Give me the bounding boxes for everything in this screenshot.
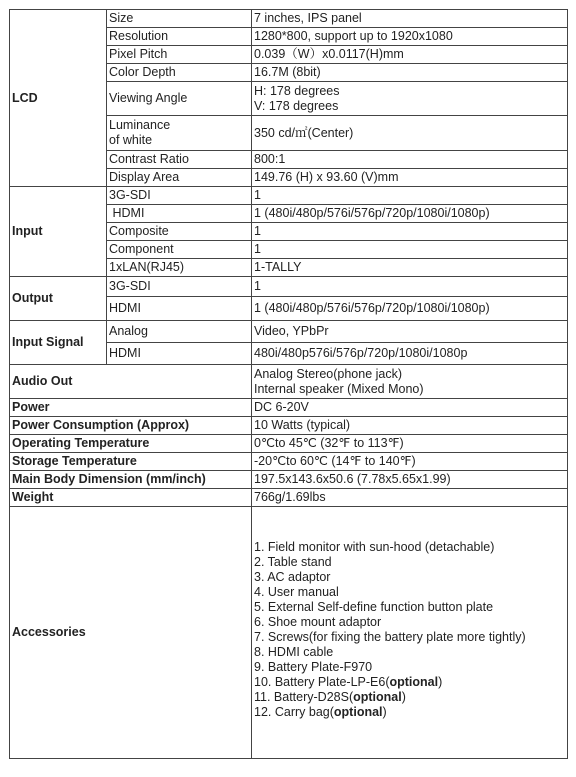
- accessory-item: [254, 690, 565, 705]
- accessory-text: 5. External Self-define function button plate: [254, 599, 494, 614]
- spec-value: 10 Watts (typical): [252, 417, 568, 435]
- spec-label: Display Area: [107, 169, 252, 187]
- value-line: Analog Stereo(phone jack): [254, 366, 403, 381]
- accessory-text: 3. AC adaptor: [254, 569, 331, 584]
- spec-value: 480i/480p576i/576p/720p/1080i/1080p: [252, 343, 568, 365]
- label-line: Luminance: [109, 118, 171, 132]
- accessory-item: [254, 570, 565, 585]
- accessory-item: [254, 675, 565, 690]
- spec-row: [10, 507, 568, 759]
- spec-value: -20℃to 60℃ (14℉ to 140℉): [252, 453, 568, 471]
- accessory-text: 4. User manual: [254, 584, 339, 599]
- spec-row: [10, 10, 568, 28]
- accessory-item: [254, 615, 565, 630]
- value-line: V: 178 degrees: [254, 98, 339, 113]
- spec-row: [10, 365, 568, 399]
- spec-value: 1 (480i/480p/576i/576p/720p/1080i/1080p): [252, 297, 568, 321]
- spec-value: 0.039（W）x0.0117(H)mm: [252, 46, 568, 64]
- spec-value: Video, YPbPr: [252, 321, 568, 343]
- spec-value: 197.5x143.6x50.6 (7.78x5.65x1.99): [252, 471, 568, 489]
- label-line: of white: [109, 133, 153, 147]
- accessory-text-tail: ): [401, 689, 406, 704]
- spec-row: [10, 489, 568, 507]
- spec-label: Color Depth: [107, 64, 252, 82]
- spec-value: 1 (480i/480p/576i/576p/720p/1080i/1080p): [252, 205, 568, 223]
- accessory-text: 11. Battery-D28S(: [254, 689, 354, 704]
- spec-row: [10, 399, 568, 417]
- spec-value: 1280*800, support up to 1920x1080: [252, 28, 568, 46]
- accessory-optional-label: optional: [389, 674, 439, 689]
- accessory-item: [254, 555, 565, 570]
- category-output: Output: [10, 277, 107, 321]
- accessory-item: [254, 660, 565, 675]
- accessory-text: 7. Screws(for fixing the battery plate more tightly): [254, 629, 526, 644]
- spec-label: 3G-SDI: [107, 187, 252, 205]
- accessory-optional-label: optional: [353, 689, 402, 704]
- category-main-body-dimension: Main Body Dimension (mm/inch): [10, 471, 252, 489]
- spec-label: Component: [107, 241, 252, 259]
- spec-table: [9, 9, 568, 759]
- category-input-signal: Input Signal: [10, 321, 107, 365]
- category-input: Input: [10, 187, 107, 277]
- spec-label: Pixel Pitch: [107, 46, 252, 64]
- accessory-optional-label: optional: [333, 704, 383, 719]
- spec-value: [252, 365, 568, 399]
- accessory-text: 9. Battery Plate-F970: [254, 659, 373, 674]
- accessory-text: 8. HDMI cable: [254, 644, 334, 659]
- spec-value: 1: [252, 277, 568, 297]
- spec-label: Composite: [107, 223, 252, 241]
- spec-value: 1: [252, 187, 568, 205]
- accessory-text: 2. Table stand: [254, 554, 332, 569]
- spec-value: 350 cd/㎡(Center): [252, 116, 568, 151]
- spec-value: DC 6-20V: [252, 399, 568, 417]
- spec-value: 1: [252, 241, 568, 259]
- spec-label: Resolution: [107, 28, 252, 46]
- spec-row: [10, 321, 568, 343]
- accessory-item: [254, 600, 565, 615]
- accessory-text: 6. Shoe mount adaptor: [254, 614, 382, 629]
- accessories-items: [254, 532, 565, 734]
- spec-row: [10, 453, 568, 471]
- spec-value: 0℃to 45℃ (32℉ to 113℉): [252, 435, 568, 453]
- accessory-text: 10. Battery Plate-LP-E6(: [254, 674, 390, 689]
- category-weight: Weight: [10, 489, 252, 507]
- accessory-text-tail: ): [438, 674, 443, 689]
- accessories-list: [252, 507, 568, 759]
- spec-label: Viewing Angle: [107, 82, 252, 116]
- category-power: Power: [10, 399, 252, 417]
- spec-row: [10, 187, 568, 205]
- accessory-item: [254, 540, 565, 555]
- spec-value: 16.7M (8bit): [252, 64, 568, 82]
- category-power-consumption: Power Consumption (Approx): [10, 417, 252, 435]
- spec-row: [10, 277, 568, 297]
- value-line: Internal speaker (Mixed Mono): [254, 381, 424, 396]
- category-operating-temperature: Operating Temperature: [10, 435, 252, 453]
- spec-value: 1: [252, 223, 568, 241]
- spec-value: 766g/1.69lbs: [252, 489, 568, 507]
- accessory-text: 1. Field monitor with sun-hood (detachable): [254, 539, 495, 554]
- category-audio-out: Audio Out: [10, 365, 252, 399]
- spec-label: HDMI: [107, 297, 252, 321]
- spec-value: 1-TALLY: [252, 259, 568, 277]
- spec-value: 149.76 (H) x 93.60 (V)mm: [252, 169, 568, 187]
- spec-row: [10, 435, 568, 453]
- spec-value: [252, 82, 568, 116]
- value-line: H: 178 degrees: [254, 83, 340, 98]
- spec-label: 1xLAN(RJ45): [107, 259, 252, 277]
- accessory-item: [254, 630, 565, 645]
- spec-label: HDMI: [107, 205, 252, 223]
- spec-label: Analog: [107, 321, 252, 343]
- spec-label: HDMI: [107, 343, 252, 365]
- accessory-text-tail: ): [382, 704, 387, 719]
- accessory-item: [254, 645, 565, 660]
- accessory-text: 12. Carry bag(: [254, 704, 334, 719]
- category-storage-temperature: Storage Temperature: [10, 453, 252, 471]
- category-lcd: LCD: [10, 10, 107, 187]
- spec-row: [10, 471, 568, 489]
- spec-label: [107, 116, 252, 151]
- spec-label: Contrast Ratio: [107, 151, 252, 169]
- spec-label: 3G-SDI: [107, 277, 252, 297]
- spec-value: 7 inches, IPS panel: [252, 10, 568, 28]
- category-accessories: Accessories: [10, 507, 252, 759]
- spec-label: Size: [107, 10, 252, 28]
- accessory-item: [254, 705, 565, 720]
- spec-value: 800:1: [252, 151, 568, 169]
- spec-row: [10, 417, 568, 435]
- accessory-item: [254, 585, 565, 600]
